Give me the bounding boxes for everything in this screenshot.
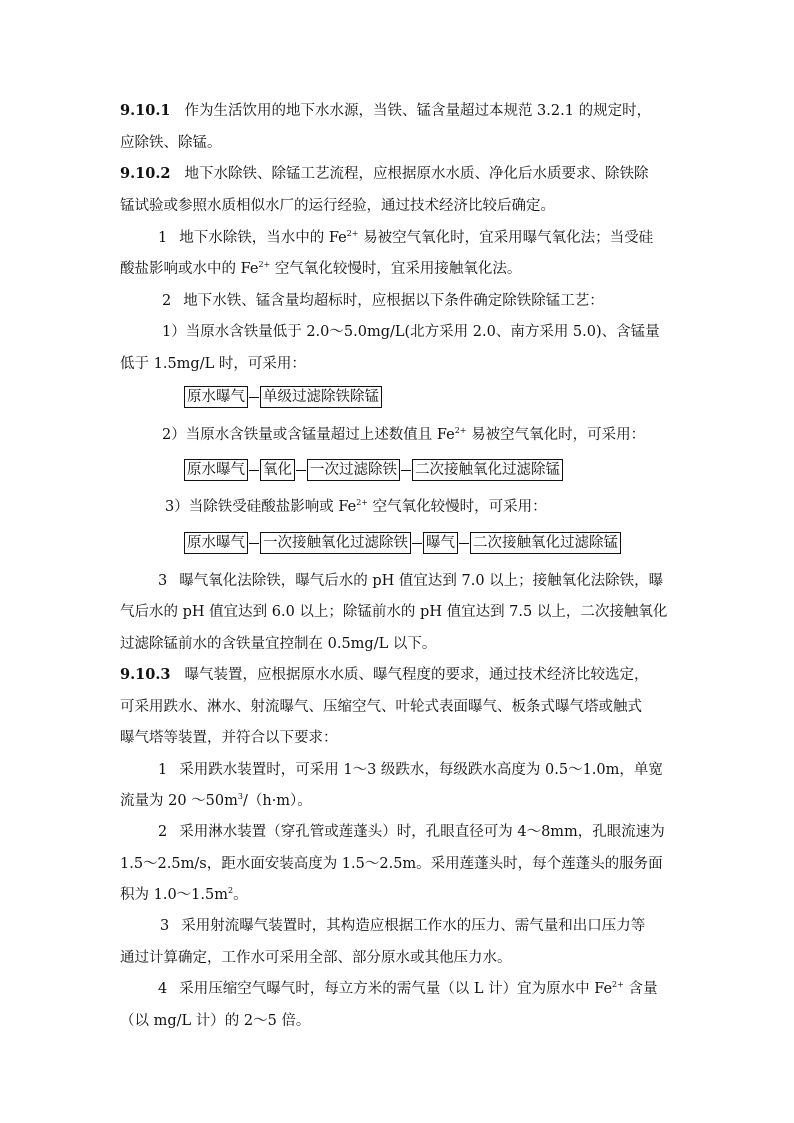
item-number: 1 xyxy=(158,762,168,778)
req-4-line-1: 4 采用压缩空气曝气时，每立方米的需气量（以 L 计）宜为原水中 $Fe^{2+}$ 含量 xyxy=(158,980,658,997)
item-1-line-2: 酸盐影响或水中的 $Fe^{2+}$ 空气氧化较慢时，宜采用接触氧化法。 xyxy=(120,260,522,277)
process-flow-2 xyxy=(184,459,563,481)
flow-step: 二次接触氧化过滤除锰 xyxy=(470,532,621,554)
req-1-line-2: 流量为 20 $\sim 50m^3/(h\cdot m)$。 xyxy=(120,792,312,809)
flow-step: 原水曝气 xyxy=(184,459,248,481)
flow-step: 曝气 xyxy=(423,532,458,554)
item-number: 2 xyxy=(162,293,172,309)
item-number: 3 xyxy=(160,918,170,934)
item-number: 2 xyxy=(158,824,168,840)
flow-connector xyxy=(296,470,306,471)
option-1-line-1: 1）当原水含铁量低于 2.0～5.0mg/L(北方采用 2.0、南方采用 5.0)、含锰量 xyxy=(162,324,660,340)
clause-number: 9.10.2 xyxy=(120,165,171,182)
req-3-line-2: 通过计算确定，工作水可采用全部、部分原水或其他压力水。 xyxy=(120,950,512,966)
req-3-line-1: 3 采用射流曝气装置时，其构造应根据工作水的压力、需气量和出口压力等 xyxy=(160,918,646,934)
item-number: 1 xyxy=(158,230,168,246)
item-3-line-1: 3 曝气氧化法除铁，曝气后水的 pH 值宜达到 7.0 以上；接触氧化法除铁，曝 xyxy=(158,573,664,589)
req-1-line-1: 1 采用跌水装置时，可采用 1～3 级跌水，每级跌水高度为 0.5～1.0m，单宽 xyxy=(158,762,663,778)
clause-9-10-1-line-2: 应除铁、除锰。 xyxy=(120,135,222,151)
flow-connector xyxy=(249,397,259,398)
flow-connector xyxy=(401,470,411,471)
req-2-line-3: 积为 $1.0\sim 1.5m^2$。 xyxy=(120,886,248,903)
flow-step: 单级过滤除铁除锰 xyxy=(260,386,382,408)
option-3-line: 3）当除铁受硅酸盐影响或 $Fe^{2+}$ 空气氧化较慢时，可采用： xyxy=(165,498,547,515)
clause-9-10-3-line-1: 9.10.3 曝气装置，应根据原水水质、曝气程度的要求，通过技术经济比较选定， xyxy=(120,666,649,683)
req-4-line-2: （以 mg/L 计）的 2～5 倍。 xyxy=(120,1013,311,1029)
req-2-line-1: 2 采用淋水装置（穿孔管或莲蓬头）时，孔眼直径可为 4～8mm，孔眼流速为 xyxy=(158,824,665,840)
clause-number: 9.10.1 xyxy=(120,102,171,119)
flow-step: 原水曝气 xyxy=(184,532,248,554)
process-flow-1 xyxy=(184,386,382,408)
flow-connector xyxy=(412,543,422,544)
option-2-line: 2）当原水含铁量或含锰量超过上述数值且 $Fe^{2+}$ 易被空气氧化时，可采用： xyxy=(162,426,646,443)
item-3-line-2: 气后水的 pH 值宜达到 6.0 以上；除锰前水的 pH 值宜达到 7.5 以上，二次接触氧化 xyxy=(120,604,668,620)
clause-9-10-1-line-1: 9.10.1 作为生活饮用的地下水水源，当铁、锰含量超过本规范 3.2.1 的规定时， xyxy=(120,102,652,119)
process-flow-3 xyxy=(184,532,621,554)
flow-connector xyxy=(459,543,469,544)
clause-9-10-3-line-2: 可采用跌水、淋水、射流曝气、压缩空气、叶轮式表面曝气、板条式曝气塔或触式 xyxy=(120,699,642,715)
flow-step: 一次过滤除铁 xyxy=(307,459,400,481)
item-number: 3 xyxy=(158,573,168,589)
item-number: 4 xyxy=(158,981,168,997)
option-1-line-2: 低于 1.5mg/L 时，可采用： xyxy=(120,356,306,372)
item-3-line-3: 过滤除锰前水的含铁量宜控制在 0.5mg/L 以下。 xyxy=(120,636,437,652)
clause-9-10-2-line-2: 锰试验或参照水质相似水厂的运行经验，通过技术经济比较后确定。 xyxy=(120,198,555,214)
flow-connector xyxy=(249,543,259,544)
flow-step: 氧化 xyxy=(260,459,295,481)
flow-step: 二次接触氧化过滤除锰 xyxy=(412,459,563,481)
clause-9-10-2-line-1: 9.10.2 地下水除铁、除锰工艺流程，应根据原水水质、净化后水质要求、除铁除 xyxy=(120,165,649,182)
req-2-line-2: 1.5～2.5m/s，距水面安装高度为 1.5～2.5m。采用莲蓬头时，每个莲蓬头的服务面 xyxy=(120,856,663,872)
flow-step: 一次接触氧化过滤除铁 xyxy=(260,532,411,554)
clause-number: 9.10.3 xyxy=(120,666,171,683)
clause-9-10-3-line-3: 曝气塔等装置，并符合以下要求： xyxy=(120,730,338,746)
flow-connector xyxy=(249,470,259,471)
flow-step: 原水曝气 xyxy=(184,386,248,408)
item-1-line-1: 1 地下水除铁，当水中的 $Fe^{2+}$ 易被空气氧化时，宜采用曝气氧化法；当受硅 xyxy=(158,229,654,246)
item-2-line: 2 地下水铁、锰含量均超标时，应根据以下条件确定除铁除锰工艺： xyxy=(162,293,604,309)
